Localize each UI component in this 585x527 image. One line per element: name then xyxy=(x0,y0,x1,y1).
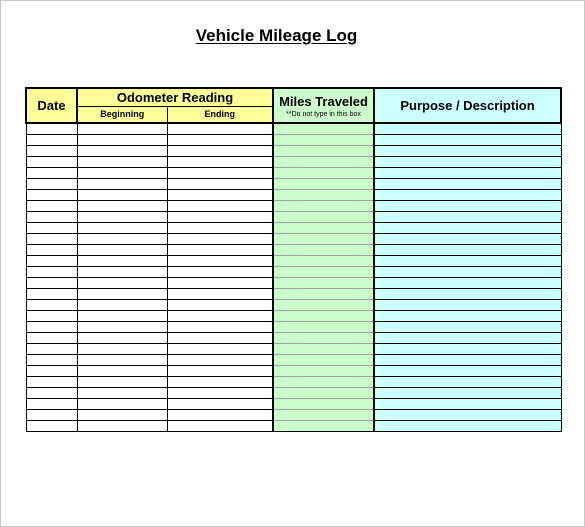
beginning-cell[interactable] xyxy=(77,134,167,145)
beginning-cell[interactable] xyxy=(77,200,167,211)
log-row xyxy=(26,365,561,376)
date-cell[interactable] xyxy=(26,354,77,365)
beginning-cell[interactable] xyxy=(77,299,167,310)
ending-cell[interactable] xyxy=(167,398,273,409)
date-cell[interactable] xyxy=(26,288,77,299)
miles-traveled-cell[interactable] xyxy=(273,145,374,156)
date-cell[interactable] xyxy=(26,255,77,266)
beginning-cell[interactable] xyxy=(77,354,167,365)
miles-traveled-cell[interactable] xyxy=(273,398,374,409)
purpose-cell[interactable] xyxy=(374,409,561,420)
page-title: Vehicle Mileage Log xyxy=(195,26,358,45)
date-cell[interactable] xyxy=(26,189,77,200)
beginning-cell[interactable] xyxy=(77,365,167,376)
miles-traveled-cell[interactable] xyxy=(273,310,374,321)
log-row xyxy=(26,145,561,156)
purpose-cell[interactable] xyxy=(374,398,561,409)
date-cell[interactable] xyxy=(26,343,77,354)
purpose-cell[interactable] xyxy=(374,321,561,332)
ending-cell[interactable] xyxy=(167,167,273,178)
purpose-cell[interactable] xyxy=(374,299,561,310)
ending-cell[interactable] xyxy=(167,420,273,431)
ending-cell[interactable] xyxy=(167,266,273,277)
ending-cell[interactable] xyxy=(167,134,273,145)
beginning-cell[interactable] xyxy=(77,156,167,167)
ending-cell[interactable] xyxy=(167,211,273,222)
ending-cell[interactable] xyxy=(167,189,273,200)
date-cell[interactable] xyxy=(26,222,77,233)
ending-cell[interactable] xyxy=(167,409,273,420)
purpose-cell[interactable] xyxy=(374,200,561,211)
log-row xyxy=(26,189,561,200)
purpose-cell[interactable] xyxy=(374,420,561,431)
ending-cell[interactable] xyxy=(167,376,273,387)
header-ending: Ending xyxy=(167,106,273,123)
miles-traveled-cell[interactable] xyxy=(273,222,374,233)
date-cell[interactable] xyxy=(26,156,77,167)
purpose-cell[interactable] xyxy=(374,387,561,398)
purpose-cell[interactable] xyxy=(374,376,561,387)
log-row xyxy=(26,398,561,409)
date-cell[interactable] xyxy=(26,420,77,431)
log-row xyxy=(26,211,561,222)
date-cell[interactable] xyxy=(26,277,77,288)
ending-cell[interactable] xyxy=(167,387,273,398)
date-cell[interactable] xyxy=(26,200,77,211)
log-row xyxy=(26,343,561,354)
beginning-cell[interactable] xyxy=(77,277,167,288)
log-row xyxy=(26,178,561,189)
log-row xyxy=(26,409,561,420)
date-cell[interactable] xyxy=(26,409,77,420)
purpose-cell[interactable] xyxy=(374,145,561,156)
miles-traveled-cell[interactable] xyxy=(273,409,374,420)
date-cell[interactable] xyxy=(26,244,77,255)
log-row xyxy=(26,321,561,332)
miles-traveled-cell[interactable] xyxy=(273,233,374,244)
miles-traveled-cell[interactable] xyxy=(273,211,374,222)
log-row xyxy=(26,354,561,365)
log-row xyxy=(26,200,561,211)
miles-traveled-cell[interactable] xyxy=(273,200,374,211)
beginning-cell[interactable] xyxy=(77,288,167,299)
miles-traveled-cell[interactable] xyxy=(273,167,374,178)
log-row xyxy=(26,266,561,277)
log-row xyxy=(26,222,561,233)
miles-traveled-cell[interactable] xyxy=(273,343,374,354)
beginning-cell[interactable] xyxy=(77,310,167,321)
log-row xyxy=(26,255,561,266)
date-cell[interactable] xyxy=(26,145,77,156)
purpose-cell[interactable] xyxy=(374,178,561,189)
purpose-cell[interactable] xyxy=(374,134,561,145)
date-cell[interactable] xyxy=(26,211,77,222)
log-row xyxy=(26,332,561,343)
purpose-cell[interactable] xyxy=(374,288,561,299)
header-date: Date xyxy=(26,88,77,123)
purpose-cell[interactable] xyxy=(374,123,561,134)
purpose-cell[interactable] xyxy=(374,310,561,321)
purpose-cell[interactable] xyxy=(374,156,561,167)
beginning-cell[interactable] xyxy=(77,420,167,431)
beginning-cell[interactable] xyxy=(77,189,167,200)
miles-traveled-cell[interactable] xyxy=(273,123,374,134)
date-cell[interactable] xyxy=(26,332,77,343)
miles-traveled-cell[interactable] xyxy=(273,387,374,398)
log-table-body xyxy=(26,123,561,431)
log-row xyxy=(26,420,561,431)
ending-cell[interactable] xyxy=(167,222,273,233)
date-cell[interactable] xyxy=(26,321,77,332)
beginning-cell[interactable] xyxy=(77,332,167,343)
ending-cell[interactable] xyxy=(167,332,273,343)
ending-cell[interactable] xyxy=(167,145,273,156)
log-row xyxy=(26,134,561,145)
purpose-cell[interactable] xyxy=(374,365,561,376)
purpose-cell[interactable] xyxy=(374,255,561,266)
date-cell[interactable] xyxy=(26,266,77,277)
log-row xyxy=(26,123,561,134)
date-cell[interactable] xyxy=(26,376,77,387)
purpose-cell[interactable] xyxy=(374,222,561,233)
purpose-cell[interactable] xyxy=(374,266,561,277)
header-miles-traveled-label: Miles Traveled xyxy=(279,94,368,109)
miles-traveled-cell[interactable] xyxy=(273,178,374,189)
purpose-cell[interactable] xyxy=(374,211,561,222)
ending-cell[interactable] xyxy=(167,277,273,288)
date-cell[interactable] xyxy=(26,299,77,310)
beginning-cell[interactable] xyxy=(77,398,167,409)
miles-traveled-cell[interactable] xyxy=(273,288,374,299)
header-miles-traveled xyxy=(273,88,374,123)
purpose-cell[interactable] xyxy=(374,332,561,343)
date-cell[interactable] xyxy=(26,123,77,134)
purpose-cell[interactable] xyxy=(374,354,561,365)
beginning-cell[interactable] xyxy=(77,233,167,244)
miles-traveled-cell[interactable] xyxy=(273,420,374,431)
ending-cell[interactable] xyxy=(167,255,273,266)
ending-cell[interactable] xyxy=(167,244,273,255)
ending-cell[interactable] xyxy=(167,299,273,310)
header-odometer-reading: Odometer Reading xyxy=(77,88,273,106)
beginning-cell[interactable] xyxy=(77,167,167,178)
miles-traveled-cell[interactable] xyxy=(273,332,374,343)
header-miles-note: **Do not type in this box xyxy=(286,111,361,118)
date-cell[interactable] xyxy=(26,365,77,376)
miles-traveled-cell[interactable] xyxy=(273,156,374,167)
ending-cell[interactable] xyxy=(167,321,273,332)
date-cell[interactable] xyxy=(26,167,77,178)
date-cell[interactable] xyxy=(26,233,77,244)
beginning-cell[interactable] xyxy=(77,266,167,277)
miles-traveled-cell[interactable] xyxy=(273,321,374,332)
ending-cell[interactable] xyxy=(167,343,273,354)
beginning-cell[interactable] xyxy=(77,178,167,189)
log-row xyxy=(26,310,561,321)
log-row xyxy=(26,299,561,310)
beginning-cell[interactable] xyxy=(77,255,167,266)
beginning-cell[interactable] xyxy=(77,376,167,387)
miles-traveled-cell[interactable] xyxy=(273,354,374,365)
beginning-cell[interactable] xyxy=(77,244,167,255)
log-row xyxy=(26,156,561,167)
beginning-cell[interactable] xyxy=(77,321,167,332)
beginning-cell[interactable] xyxy=(77,409,167,420)
purpose-cell[interactable] xyxy=(374,189,561,200)
mileage-log-table xyxy=(25,87,562,432)
beginning-cell[interactable] xyxy=(77,222,167,233)
miles-traveled-cell[interactable] xyxy=(273,134,374,145)
miles-traveled-cell[interactable] xyxy=(273,299,374,310)
log-row xyxy=(26,376,561,387)
date-cell[interactable] xyxy=(26,398,77,409)
log-row xyxy=(26,167,561,178)
miles-traveled-cell[interactable] xyxy=(273,189,374,200)
miles-traveled-cell[interactable] xyxy=(273,376,374,387)
miles-traveled-cell[interactable] xyxy=(273,277,374,288)
log-row xyxy=(26,277,561,288)
date-cell[interactable] xyxy=(26,178,77,189)
miles-traveled-cell[interactable] xyxy=(273,365,374,376)
miles-traveled-cell[interactable] xyxy=(273,266,374,277)
ending-cell[interactable] xyxy=(167,310,273,321)
purpose-cell[interactable] xyxy=(374,244,561,255)
date-cell[interactable] xyxy=(26,134,77,145)
header-purpose-description: Purpose / Description xyxy=(374,88,561,123)
header-beginning: Beginning xyxy=(77,106,167,123)
log-row xyxy=(26,288,561,299)
ending-cell[interactable] xyxy=(167,233,273,244)
miles-traveled-cell[interactable] xyxy=(273,244,374,255)
ending-cell[interactable] xyxy=(167,354,273,365)
ending-cell[interactable] xyxy=(167,200,273,211)
beginning-cell[interactable] xyxy=(77,123,167,134)
ending-cell[interactable] xyxy=(167,365,273,376)
beginning-cell[interactable] xyxy=(77,387,167,398)
log-row xyxy=(26,233,561,244)
purpose-cell[interactable] xyxy=(374,233,561,244)
log-row xyxy=(26,244,561,255)
date-cell[interactable] xyxy=(26,310,77,321)
purpose-cell[interactable] xyxy=(374,167,561,178)
date-cell[interactable] xyxy=(26,387,77,398)
log-row xyxy=(26,387,561,398)
beginning-cell[interactable] xyxy=(77,211,167,222)
beginning-cell[interactable] xyxy=(77,145,167,156)
purpose-cell[interactable] xyxy=(374,343,561,354)
miles-traveled-cell[interactable] xyxy=(273,255,374,266)
ending-cell[interactable] xyxy=(167,156,273,167)
ending-cell[interactable] xyxy=(167,178,273,189)
ending-cell[interactable] xyxy=(167,288,273,299)
beginning-cell[interactable] xyxy=(77,343,167,354)
purpose-cell[interactable] xyxy=(374,277,561,288)
ending-cell[interactable] xyxy=(167,123,273,134)
